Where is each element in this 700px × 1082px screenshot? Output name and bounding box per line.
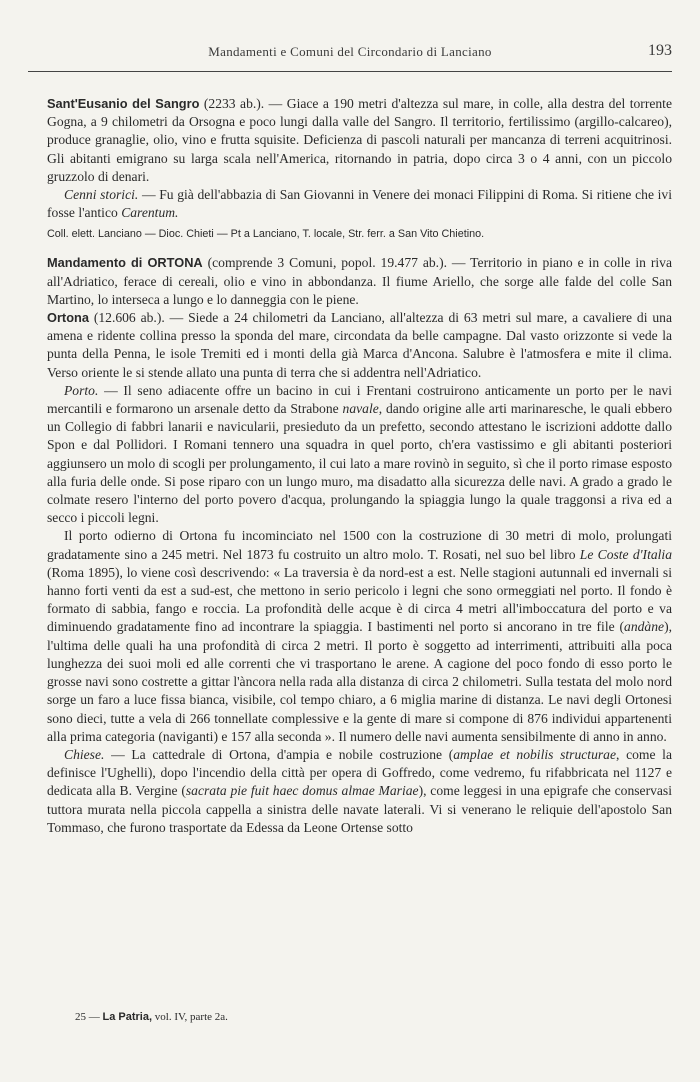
paragraph-sant-eusanio bbox=[47, 95, 672, 186]
paragraph-cenni-storici bbox=[47, 186, 672, 222]
chiese-text-1: — La cattedrale di Ortona, d'ampia e nobile costruzione ( bbox=[104, 746, 454, 762]
ortona-text: (12.606 ab.). — Siede a 24 chilometri da Lanciano, all'altezza di 63 metri sul mare, a cavaliere di una amena e ridente collina presso la sponda del mare, circondata da belle campagne. Dal vasto orizzonte si vede la punta della Penna, le isole Tremiti ed i monti della già Marca d'Ancona. Salubre è l'atmosfera e mite il clima. Verso oriente le si stende allato una punta di terra che si addentra nell'Adriatico. bbox=[47, 310, 672, 380]
cenni-storici-text: — Fu già dell'abbazia di San Giovanni in Venere dei monaci Filippini di Roma. Si ritiene che ivi fosse l'antico bbox=[47, 187, 672, 221]
header-rule bbox=[28, 71, 672, 72]
porto-odierno-text-2: (Roma 1895), lo viene così descrivendo: « La traversia è da nord-est a est. Nelle stagioni autunnali ed invernali si hanno forti venti da est a sud-est, che mettono in serio pericolo i legni che sono ormeggiati nel porto. Il fondo è formato di sabbia, fango e roccia. La profondità delle acque è di circa 4 metri all'imboccatura del porto e va diminuendo gradatamente fino ad incontrare la spiaggia. I bastimenti nel porto si ancorano in tre file ( bbox=[47, 564, 672, 635]
mandamento-text: (comprende 3 Comuni, popol. 19.477 ab.). — Territorio in piano e in colle in riva all'Adriatico, ferace di cereali, olio e vino in abbondanza. Il fiume Ariello, che sorge alle falde del colle San Martino, lo interseca a lungo e lo danneggia con le piene. bbox=[47, 255, 673, 307]
navale-text: navale bbox=[342, 401, 379, 417]
entry-name-sant-eusanio: Sant'Eusanio del Sangro bbox=[47, 96, 200, 111]
sant-eusanio-text: (2233 ab.). — Giace a 190 metri d'altezza sul mare, in colle, alla destra del torrente Gogna, a 9 chilometri da Orsogna e poco lungi dalla valle del Sangro. Il territorio, fertilissimo (argillo-calcareo), produce granaglie, olio, vino e frutta squisite. Deficienza di pascoli naturali per mancanza di terreni acquitrinosi. Gli abitanti emigrano su larga scala nell'America, ritornando in patria, dopo circa 3 o 4 anni, con un piccolo gruzzolo di denari. bbox=[47, 96, 672, 184]
mandamento-name: ORTONA bbox=[147, 255, 203, 271]
info-line-sant-eusanio: Coll. elett. Lanciano — Dioc. Chieti — Pt a Lanciano, T. locale, Str. ferr. a San Vito Chietino. bbox=[47, 228, 485, 241]
footer-prefix: 25 — bbox=[75, 1011, 103, 1023]
latin-quote-1: amplae et nobilis structurae bbox=[453, 746, 616, 762]
entry-name-ortona: Ortona bbox=[47, 310, 89, 326]
chiese-text-3: ), come leggesi in una epigrafe che conservasi tuttora murata nella piccola cappella a sinistra delle navate laterali. Vi si venerano le reliquie dell'apostolo San Tommaso, che furono trasportate da Edessa da Leone Ortense sotto bbox=[47, 783, 672, 835]
porto-label: Porto. bbox=[64, 382, 99, 398]
andane-text: andàne bbox=[624, 619, 665, 635]
carentum-text: Carentum. bbox=[121, 205, 179, 221]
mandamento-label: Mandamento di bbox=[47, 255, 148, 271]
coste-italia-text: Le Coste d'Italia bbox=[579, 546, 672, 562]
porto-text-1: — Il seno adiacente offre un bacino in cui i Frentani costruirono anticamente un porto per le navi mercantili e formarono un arsenale detto da Strabone bbox=[47, 382, 672, 417]
chiese-label: Chiese. bbox=[64, 746, 105, 762]
latin-quote-2: sacrata pie fuit haec domus almae Mariae bbox=[185, 783, 419, 799]
porto-odierno-text-3: ), l'ultima delle quali ha una profondità di circa 2 metri. Il porto è soggetto ad interrimenti, attribuiti alla poca lunghezza dei suoi moli ed alle correnti che vi trasportano le arene. A cagione del poco fondo di esso porto le grosse navi sono costrette a gittar l'àncora nella rada alla distanza di circa 2 chilometri. Sulla testata del molo nord sorge un faro a luce fissa bianca, visibile, col tempo chiaro, a 6 miglia marine di distanza. Le navi degli Ortonesi sono dieci, tutte a vela di 266 tonnellate complessive e la gente di mare si compone di 876 individui appartenenti alla prima categoria (naviganti) e 157 alla seconda ». Il numero delle navi aumenta sensibilmente di anno in anno. bbox=[47, 619, 672, 744]
paragraph-porto-odierno bbox=[47, 527, 672, 745]
running-header bbox=[28, 44, 672, 66]
footer-title: La Patria, bbox=[102, 1011, 153, 1023]
footer-suffix: vol. IV, parte 2a. bbox=[152, 1011, 228, 1023]
page-number: 193 bbox=[648, 42, 672, 59]
page-footer bbox=[75, 1011, 228, 1023]
porto-odierno-text-1: Il porto odierno di Ortona fu incominciato nel 1500 con la costruzione di 30 metri di molo, prolungati gradatamente sino a 245 metri. Nel 1873 fu costruito un altro molo. T. Rosati, nel suo bel libro bbox=[47, 528, 672, 562]
chiese-text-2: , come la definisce l'Ughelli), dopo l'incendio della città per opera di Goffredo, come vedremo, fu rifabbricata nel 1127 e dedicata alla B. Vergine ( bbox=[47, 746, 672, 799]
paragraph-mandamento-ortona bbox=[47, 254, 672, 309]
paragraph-chiese bbox=[47, 746, 672, 837]
running-title: Mandamenti e Comuni del Circondario di Lanciano bbox=[208, 44, 492, 59]
porto-text-2: , dando origine alle arti marinaresche, le quali ebbero un Collegio di fabbri lanarii e navicularii, presieduto da un prefetto, secondo attestano le iscrizioni addotte dallo Spon e dal Pollidori. I Romani tennero una squadra in quel porto, ch'era vastissimo e gli abitanti posteriori aggiunsero un molo di scogli per prolungamento, il cui lato a mare rovinò in seguito, sì che il porto rimase esposto alla furia delle onde. Si pose riparo con un lungo muro, ma disadatto alla sicurezza delle navi. A grado a grado le colmate resero l'interno del porto povero d'acqua, prolungando la spiaggia lungo la quale traggonsi a riva ed a secco i piccoli legni. bbox=[47, 401, 672, 526]
paragraph-ortona bbox=[47, 309, 672, 382]
cenni-storici-label: Cenni storici. bbox=[64, 187, 139, 203]
paragraph-porto bbox=[47, 382, 672, 528]
page-body bbox=[47, 95, 672, 837]
